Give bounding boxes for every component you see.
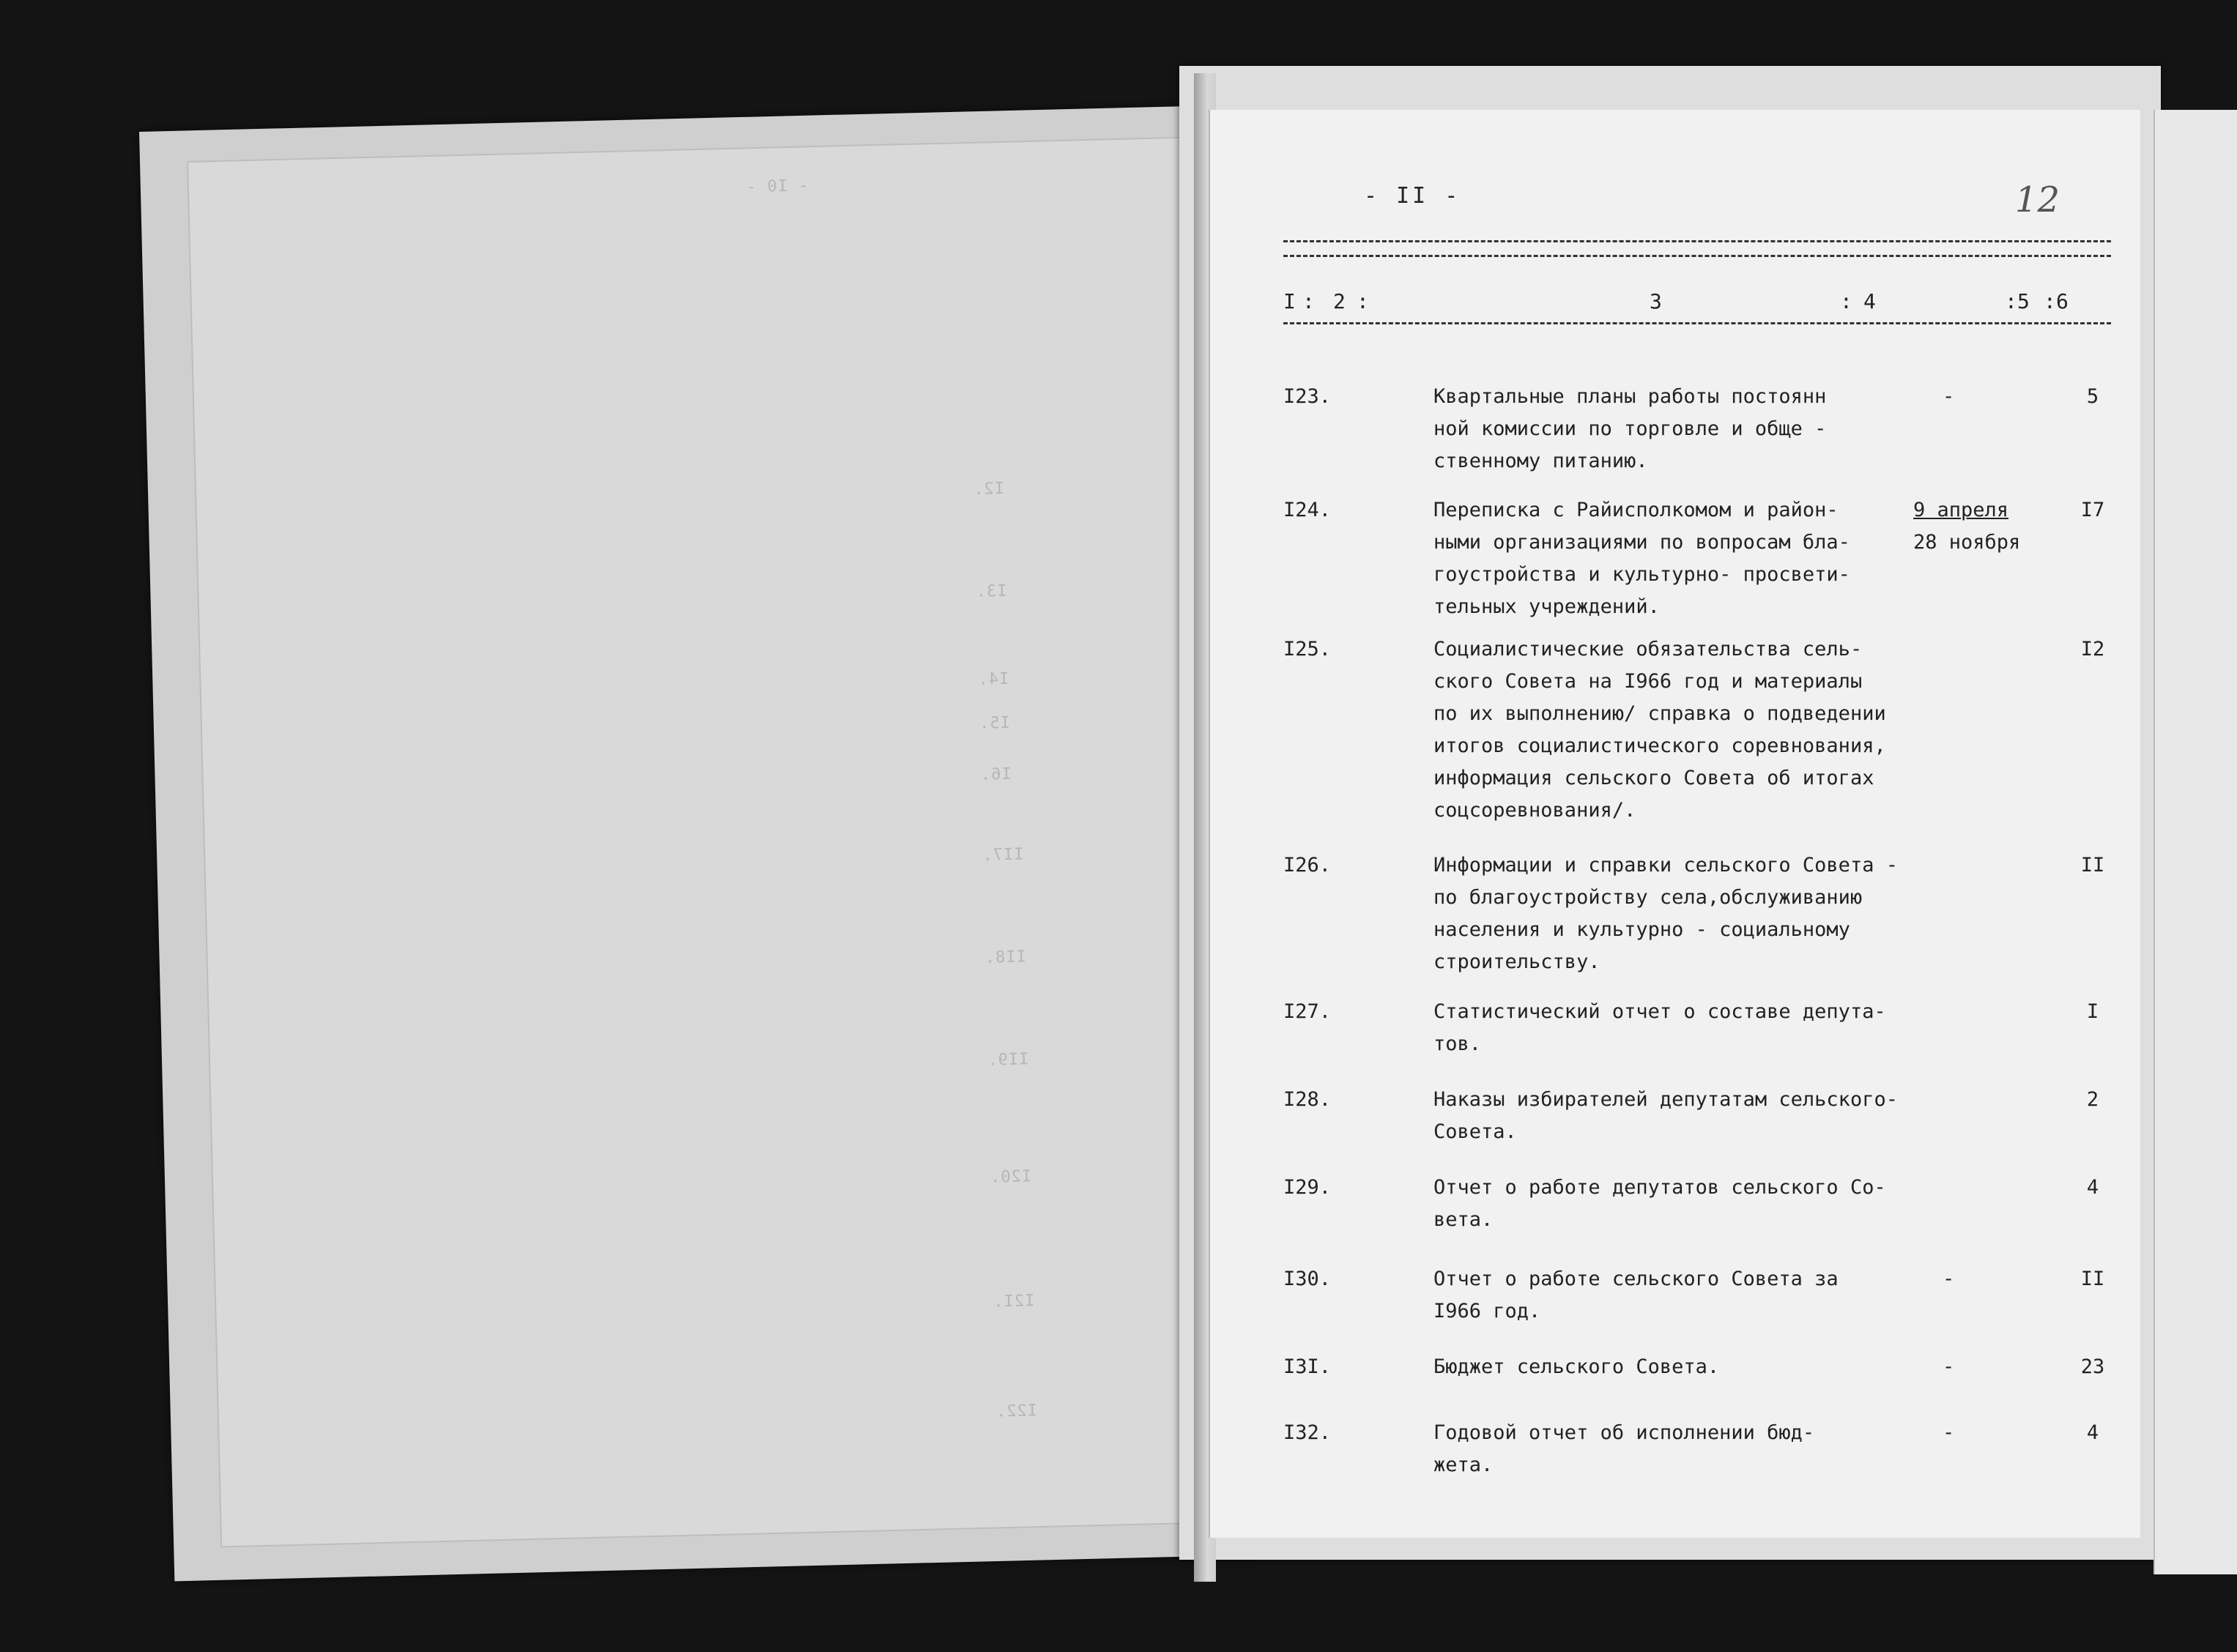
table-rule-header [1283, 322, 2111, 324]
ghost-line: II7. [982, 845, 1024, 865]
row-number: I3I. [1283, 1355, 1332, 1378]
row-title: Бюджет сельского Совета. [1433, 1355, 1720, 1378]
row-sheet-count: 4 [2086, 1176, 2099, 1199]
ghost-line: I3. [975, 581, 1007, 601]
row-title: Годовой отчет об исполнении бюд- жета. [1433, 1421, 1815, 1476]
row-date-dash: - [1943, 1355, 1955, 1378]
ghost-page-number: - I0 - [745, 176, 809, 197]
ghost-line: II8. [984, 948, 1027, 967]
ghost-line: I2I. [993, 1292, 1035, 1311]
col-4-header: 4 [1863, 289, 1876, 313]
row-title: Переписка с Райисполкомом и район- ными организациями по вопросам бла- гоустройства и культурно- просвети- тельных учреждений. [1433, 499, 1850, 618]
row-sheet-count: I2 [2080, 638, 2105, 661]
row-sheet-count: I [2086, 1000, 2099, 1023]
table-rule-top-2 [1283, 255, 2111, 257]
ghost-line: I5. [978, 713, 1011, 733]
left-page-bleedthrough [187, 136, 1234, 1547]
row-number: I24. [1283, 499, 1332, 521]
col-3-header: 3 [1650, 289, 1662, 313]
col-5-header: 5 [2017, 289, 2030, 313]
row-sheet-count: 2 [2086, 1088, 2099, 1111]
right-page-document [1209, 110, 2140, 1538]
row-title: Статистический отчет о составе депута- тов. [1433, 1000, 1886, 1055]
ghost-line: I22. [995, 1402, 1038, 1421]
col-1-header: I [1283, 289, 1296, 313]
col-6-header: 6 [2056, 289, 2069, 313]
col-2-header: 2 [1333, 289, 1346, 313]
row-sheet-count: I7 [2080, 499, 2105, 521]
row-title: Отчет о работе сельского Совета за I966 год. [1433, 1268, 1839, 1322]
row-number: I32. [1283, 1421, 1332, 1444]
underlying-page-edge [2153, 110, 2237, 1574]
row-sheet-count: 23 [2080, 1355, 2105, 1378]
row-sheet-count: II [2080, 1268, 2105, 1290]
row-number: I29. [1283, 1176, 1332, 1199]
ghost-line: I2. [972, 479, 1005, 499]
row-title: Информации и справки сельского Совета - по благоустройству села,обслуживанию населения и культурно - социальному строительству. [1433, 854, 1898, 973]
table-header: I : 2 : 3 : 4 : 5 : 6 [1283, 289, 2069, 313]
handwritten-folio-number: 12 [2014, 179, 2060, 220]
ghost-line: II9. [987, 1050, 1029, 1070]
row-number: I23. [1283, 385, 1332, 408]
row-sheet-count: II [2080, 854, 2105, 877]
page-number: - II - [1364, 183, 1461, 209]
ghost-line: I4. [977, 669, 1009, 689]
ghost-line: I6. [979, 764, 1012, 784]
row-title: Квартальные планы работы постоянн ной комиссии по торговле и обще - ственному питанию. [1433, 385, 1827, 472]
ghost-line: I20. [989, 1167, 1032, 1187]
row-title: Социалистические обязательства сель- ского Совета на I966 год и материалы по их выполнению/ справка о подведении итогов социалистического соревнования, информация сельского Совета об итогах соцсоревнования/. [1433, 638, 1886, 822]
open-archive-book [139, 66, 2183, 1611]
table-rule-top [1283, 240, 2111, 242]
row-number: I26. [1283, 854, 1332, 877]
row-date-end: 28 ноября [1913, 531, 2021, 554]
row-date-dash: - [1943, 1268, 1955, 1290]
row-sheet-count: 4 [2086, 1421, 2099, 1444]
row-date-dash: - [1943, 1421, 1955, 1444]
row-date-dash: - [1943, 385, 1955, 408]
row-number: I25. [1283, 638, 1332, 661]
row-title: Отчет о работе депутатов сельского Со- вета. [1433, 1176, 1886, 1231]
row-number: I28. [1283, 1088, 1332, 1111]
row-dates [1913, 494, 2038, 559]
row-title: Наказы избирателей депутатам сельского- Совета. [1433, 1088, 1898, 1143]
row-sheet-count: 5 [2086, 385, 2099, 408]
row-date-start: 9 апреля [1913, 499, 2009, 521]
row-number: I30. [1283, 1268, 1332, 1290]
row-number: I27. [1283, 1000, 1332, 1023]
